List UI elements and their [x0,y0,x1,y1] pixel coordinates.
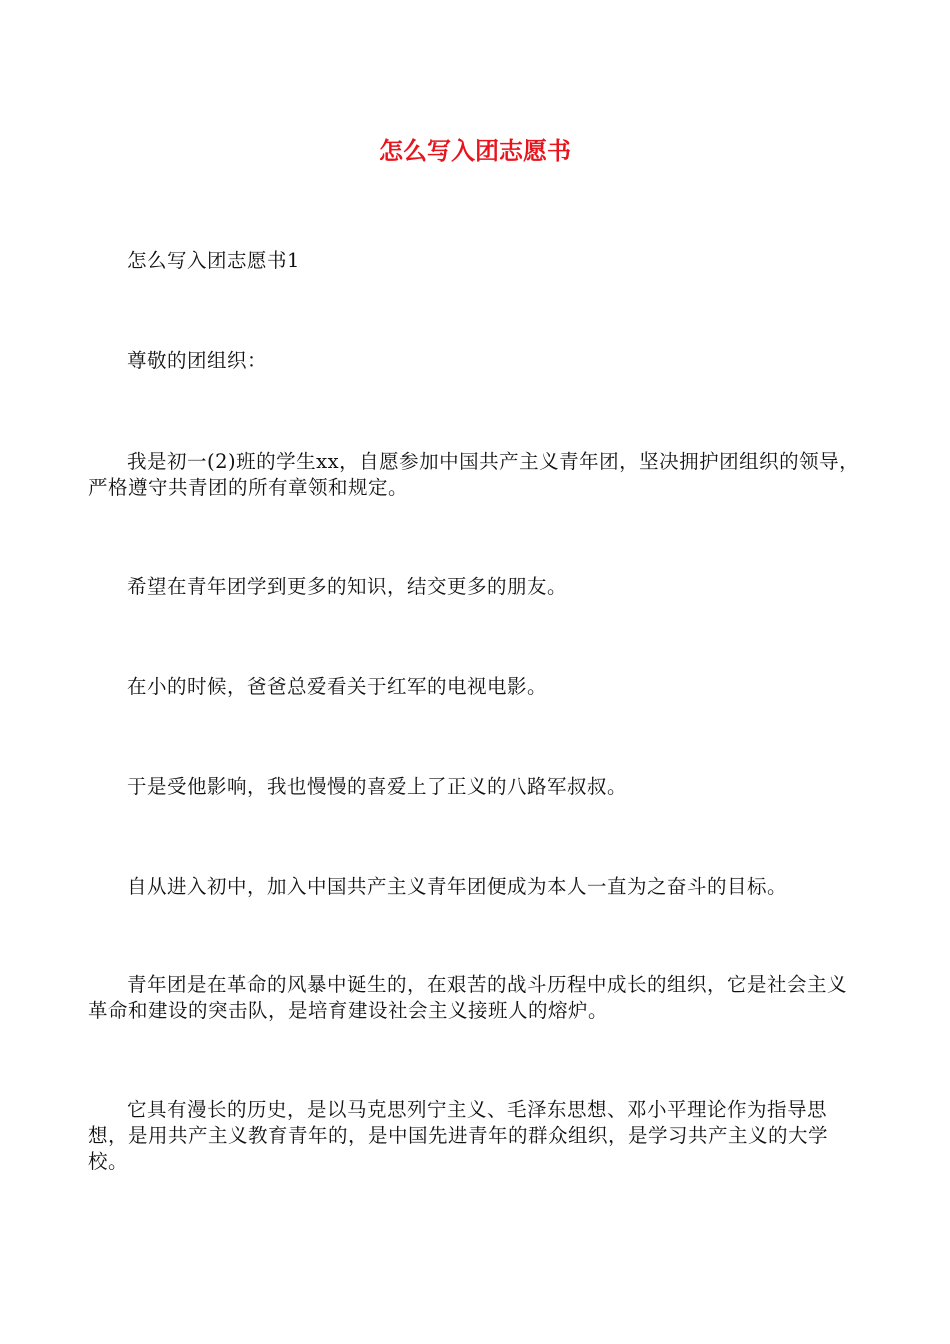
paragraph-hope: 希望在青年团学到更多的知识，结交更多的朋友。 [127,575,568,598]
paragraph-influence: 于是受他影响，我也慢慢的喜爱上了正义的八路军叔叔。 [127,775,628,798]
paragraph-league-history: 它具有漫长的历史，是以马克思列宁主义、毛泽东思想、邓小平理论作为指导思想，是用共产主义教育青年的，是中国先进青年的群众组织，是学习共产主义的大学校。 [88,1098,829,1173]
document-title: 怎么写入团志愿书 [379,137,571,165]
salutation: 尊敬的团组织： [127,349,268,372]
section-heading: 怎么写入团志愿书1 [127,249,300,272]
paragraph-goal: 自从进入初中，加入中国共产主义青年团便成为本人一直为之奋斗的目标。 [127,875,788,898]
paragraph-introduction: 我是初一(2)班的学生xx，自愿参加中国共产主义青年团，坚决拥护团组织的领导，严格遵守共青团的所有章领和规定。 [88,450,860,499]
paragraph-childhood: 在小的时候，爸爸总爱看关于红军的电视电影。 [127,675,548,698]
paragraph-league-description: 青年团是在革命的风暴中诞生的，在艰苦的战斗历程中成长的组织，它是社会主义革命和建设的突击队，是培育建设社会主义接班人的熔炉。 [88,973,848,1022]
